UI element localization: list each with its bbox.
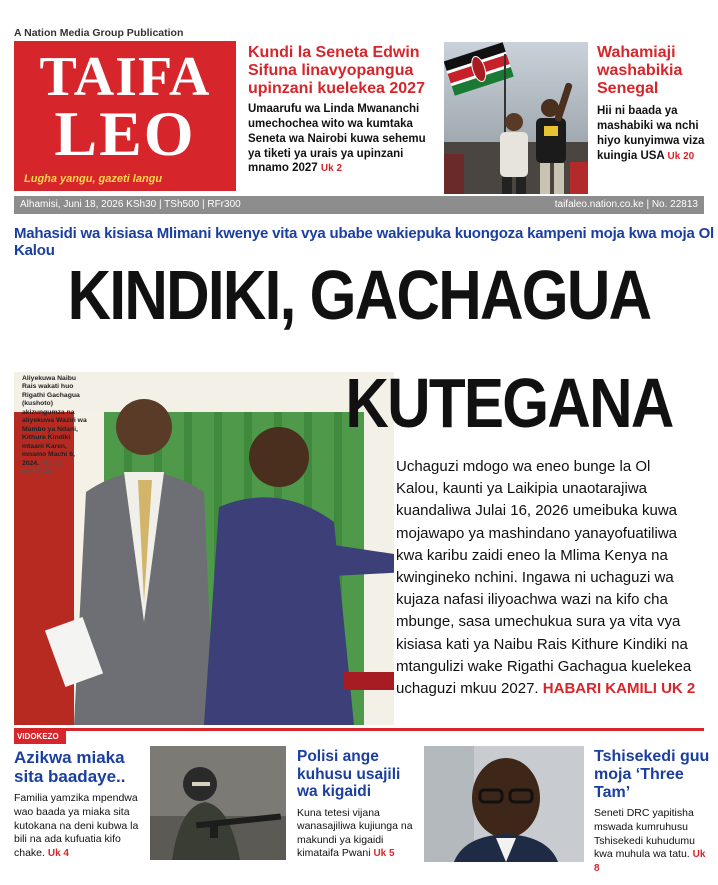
headline-line1: KINDIKI, GACHAGUA (67, 256, 651, 334)
brief-page-ref: Uk 4 (47, 847, 69, 859)
brief-photo-gunman (150, 746, 286, 860)
brief-item[interactable] (297, 748, 417, 861)
brief-page-ref: Uk 5 (373, 848, 395, 860)
teaser-senegal[interactable] (597, 44, 707, 163)
brief-item[interactable] (14, 748, 144, 861)
teaser-sifuna[interactable] (248, 44, 440, 176)
kicker: Mahasidi wa kisiasa Mlimani kwenye vita vya ubabe wakiepuka kuongoza kampeni moja kwa moja Ol Kalou (14, 225, 715, 259)
teaser-body: Umaarufu wa Linda Mwananchi umechochea wito wa kumtaka Seneta wa Nairobi kuwa sehemu ya tiketi ya urais ya upinzani mnamo 2027 (248, 102, 426, 175)
brief-title: Azikwa miaka sita baadaye.. (14, 748, 126, 787)
teaser-title: Wahamiaji washabikia Senegal (597, 44, 683, 97)
masthead-title-line2: LEO (54, 98, 196, 169)
teaser-photo-rally (444, 42, 588, 194)
section-label (14, 730, 66, 744)
brief-page-ref: Uk 8 (594, 849, 706, 874)
date-price: Alhamisi, Juni 18, 2026 KSh30 | TSh500 | RFr300 (20, 199, 241, 210)
brief-title: Tshisekedi guu moja ‘Three Tam’ (594, 748, 710, 802)
section-label-text: VIDOKEZO (17, 732, 59, 741)
headline-line2: KUTEGANA (345, 364, 673, 442)
photo-caption (22, 375, 90, 477)
caption-credit: Picha | MAKTABA (22, 459, 62, 476)
brief-body: Seneti DRC yapitisha mswada kumruhusu Tshisekedi kuhudumu kwa muhula wa tatu. (594, 807, 695, 861)
brief-photo-tshisekedi (424, 746, 584, 862)
teaser-title: Kundi la Seneta Edwin Sifuna linavyopangua upinzani kuelekea 2027 (248, 44, 425, 97)
brief-title: Polisi ange kuhusu usajili wa kigaidi (297, 748, 401, 800)
read-more-link[interactable]: HABARI KAMILI UK 2 (542, 679, 696, 697)
masthead-tagline: Lugha yangu, gazeti langu (24, 173, 163, 185)
teaser-body: Hii ni baada ya mashabiki wa nchi hiyo kunyimwa viza kuingia USA (597, 104, 705, 162)
info-strip (14, 196, 704, 214)
brief-item[interactable] (594, 748, 710, 875)
brief-body: Kuna tetesi vijana wanasajiliwa kujiunga na makundi ya kigaidi kimataifa Pwani (297, 806, 413, 860)
teaser-page-ref: Uk 20 (667, 150, 695, 162)
masthead[interactable] (14, 41, 236, 191)
section-divider (14, 728, 704, 731)
caption-text: Aliyekuwa Naibu Rais wakati huo Rigathi Gachagua (kushoto) akizungumza na aliyekuwa Waziri wa Mambo ya Ndani, Kithure Kindiki mtaani Karen, mnamo Machi 6, 2024. (22, 375, 87, 467)
site-issue: taifaleo.nation.co.ke | No. 22813 (554, 199, 698, 210)
publication-line: A Nation Media Group Publication (14, 27, 184, 39)
brief-body: Familia yamzika mpendwa wao baada ya miaka sita kutokana na deni kubwa la bili na ada kufuatia kifo chake. (14, 792, 139, 859)
masthead-title-line1: TAIFA (39, 46, 211, 108)
teaser-page-ref: Uk 2 (320, 163, 343, 175)
lead-story-body: Uchaguzi mdogo wa eneo bunge la Ol Kalou, kaunti ya Laikipia unaotarajiwa kuandaliwa Julai 16, 2026 umeibuka kuwa mojawapo ya mashindano yanayofuatiliwa kwa karibu zaidi eneo la Mlima Kenya na kwingineko nchini. Ingawa ni uchaguzi wa kujaza nafasi iliyoachwa wazi na kifo cha mbunge, sasa umechukua sura ya vita vya kisiasa kati ya Naibu Rais Kithure Kindiki na mtangulizi wake Rigathi Gachagua kuelekea uchaguzi mkuu 2027. (396, 458, 692, 697)
lead-story[interactable] (396, 456, 696, 721)
